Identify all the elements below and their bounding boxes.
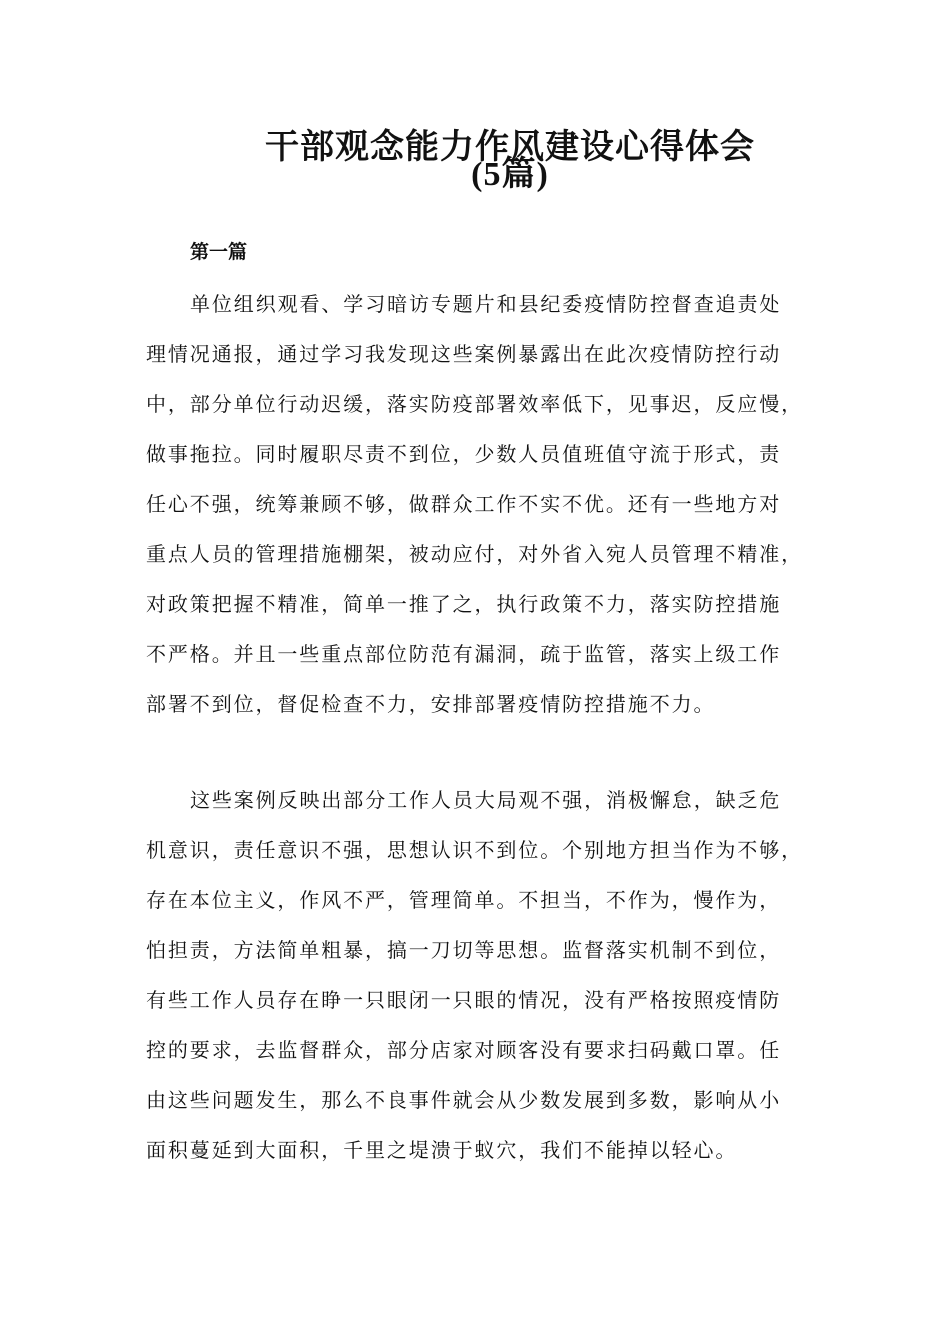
paragraph-line: 理情况通报，通过学习我发现这些案例暴露出在此次疫情防控行动 [146, 342, 782, 366]
paragraph-1 [146, 279, 826, 729]
paragraph-line: 这些案例反映出部分工作人员大局观不强，消极懈怠，缺乏危 [190, 788, 782, 812]
paragraph-line: 不严格。并且一些重点部位防范有漏洞，疏于监管，落实上级工作 [146, 642, 782, 666]
paragraph-line: 机意识，责任意识不强，思想认识不到位。个别地方担当作为不够， [146, 838, 803, 862]
paragraph-line: 做事拖拉。同时履职尽责不到位，少数人员值班值守流于形式，责 [146, 442, 782, 466]
paragraph-line: 存在本位主义，作风不严，管理简单。不担当，不作为，慢作为， [146, 888, 782, 912]
paragraph-line: 有些工作人员存在睁一只眼闭一只眼的情况，没有严格按照疫情防 [146, 988, 782, 1012]
paragraph-line: 重点人员的管理措施棚架，被动应付，对外省入宛人员管理不精准， [146, 542, 803, 566]
paragraph-line: 由这些问题发生，那么不良事件就会从少数发展到多数，影响从小 [146, 1088, 782, 1112]
paragraph-line: 控的要求，去监督群众，部分店家对顾客没有要求扫码戴口罩。任 [146, 1038, 782, 1062]
document-subtitle-count: (5篇) [471, 156, 549, 193]
paragraph-line: 部署不到位，督促检查不力，安排部署疫情防控措施不力。 [146, 692, 716, 716]
paragraph-line: 中，部分单位行动迟缓，落实防疫部署效率低下，见事迟，反应慢， [146, 392, 803, 416]
paragraph-line: 单位组织观看、学习暗访专题片和县纪委疫情防控督查追责处 [190, 292, 782, 316]
paragraph-line: 怕担责，方法简单粗暴，搞一刀切等思想。监督落实机制不到位， [146, 938, 782, 962]
paragraph-2 [146, 775, 826, 1175]
paragraph-line: 面积蔓延到大面积，千里之堤溃于蚁穴，我们不能掉以轻心。 [146, 1138, 738, 1162]
paragraph-line: 任心不强，统筹兼顾不够，做群众工作不实不优。还有一些地方对 [146, 492, 782, 516]
section-heading: 第一篇 [190, 241, 248, 263]
document-title: 干部观念能力作风建设心得体会 [265, 129, 755, 166]
paragraph-line: 对政策把握不精准，简单一推了之，执行政策不力，落实防控措施 [146, 592, 782, 616]
